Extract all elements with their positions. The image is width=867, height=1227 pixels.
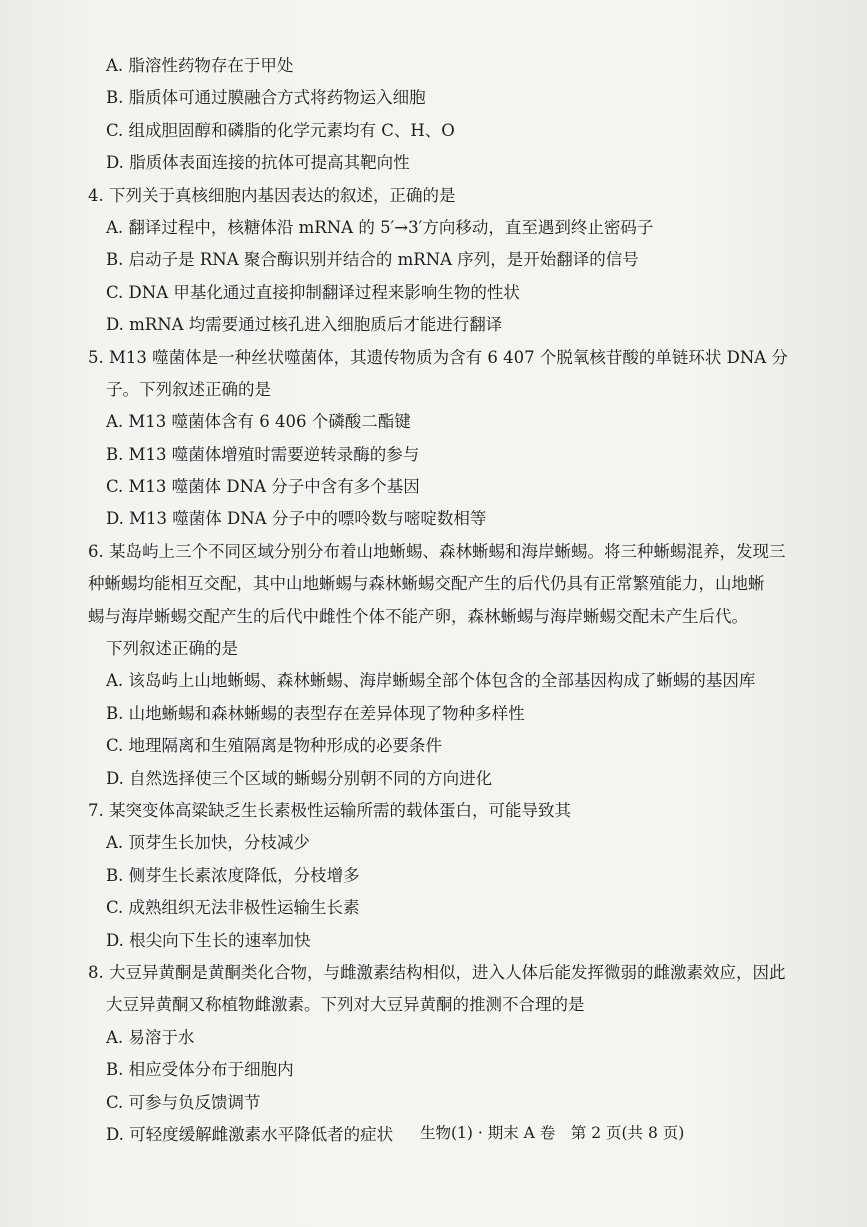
q7-option-b: B. 侧芽生长素浓度降低，分枝增多: [106, 865, 360, 885]
q6-stem: 6. 某岛屿上三个不同区域分别分布着山地蜥蜴、森林蜥蜴和海岸蜥蜴。将三种蜥蜴混养，发现三: [88, 541, 786, 561]
q6-option-c: C. 地理隔离和生殖隔离是物种形成的必要条件: [106, 736, 443, 756]
q6-option-b: B. 山地蜥蜴和森林蜥蜴的表型存在差异体现了物种多样性: [106, 703, 525, 723]
q5-option-d: D. M13 噬菌体 DNA 分子中的嘌呤数与嘧啶数相等: [106, 509, 487, 529]
q7-option-a: A. 顶芽生长加快，分枝减少: [106, 833, 310, 853]
q4-option-c: C. DNA 甲基化通过直接抑制翻译过程来影响生物的性状: [106, 282, 520, 302]
page-content: [88, 50, 808, 1151]
q5-option-a: A. M13 噬菌体含有 6 406 个磷酸二酯键: [106, 412, 411, 432]
q5-stem-cont: 子。下列叙述正确的是: [106, 379, 271, 399]
page-footer: 生物(1) · 期末 A 卷 第 2 页(共 8 页): [420, 1124, 685, 1142]
q8-option-c: C. 可参与负反馈调节: [106, 1092, 261, 1112]
q4-option-b: B. 启动子是 RNA 聚合酶识别并结合的 mRNA 序列，是开始翻译的信号: [106, 250, 639, 270]
q6-option-d: D. 自然选择使三个区域的蜥蜴分别朝不同的方向进化: [106, 768, 493, 788]
q8-option-b: B. 相应受体分布于细胞内: [106, 1060, 294, 1080]
q4-option-d: D. mRNA 均需要通过核孔进入细胞质后才能进行翻译: [106, 315, 503, 335]
q7-option-d: D. 根尖向下生长的速率加快: [106, 930, 311, 950]
q5-stem: 5. M13 噬菌体是一种丝状噬菌体，其遗传物质为含有 6 407 个脱氧核苷酸的单链环状 DNA 分: [88, 347, 788, 367]
q3-option-a: A. 脂溶性药物存在于甲处: [106, 56, 294, 75]
q8-stem: 8. 大豆异黄酮是黄酮类化合物，与雌激素结构相似，进入人体后能发挥微弱的雌激素效应，因此: [88, 962, 786, 982]
q3-option-c: C. 组成胆固醇和磷脂的化学元素均有 C、H、O: [106, 120, 455, 140]
q6-stem-cont: 种蜥蜴均能相互交配，其中山地蜥蜴与森林蜥蜴交配产生的后代仍具有正常繁殖能力，山地蜥: [88, 574, 765, 594]
q7-stem: 7. 某突变体高粱缺乏生长素极性运输所需的载体蛋白，可能导致其: [88, 800, 571, 820]
q4-stem: 4. 下列关于真核细胞内基因表达的叙述，正确的是: [88, 185, 456, 205]
q6-option-a: A. 该岛屿上山地蜥蜴、森林蜥蜴、海岸蜥蜴全部个体包含的全部基因构成了蜥蜴的基因库: [106, 671, 756, 691]
q5-option-b: B. M13 噬菌体增殖时需要逆转录酶的参与: [106, 444, 420, 464]
q4-option-a: A. 翻译过程中，核糖体沿 mRNA 的 5′→3′方向移动，直至遇到终止密码子: [106, 217, 654, 237]
q8-stem-cont: 大豆异黄酮又称植物雌激素。下列对大豆异黄酮的推测不合理的是: [106, 995, 585, 1015]
q8-option-d: D. 可轻度缓解雌激素水平降低者的症状: [106, 1124, 394, 1144]
q3-option-d: D. 脂质体表面连接的抗体可提高其靶向性: [106, 153, 410, 173]
q7-option-c: C. 成熟组织无法非极性运输生长素: [106, 898, 360, 918]
q6-stem-cont: 蜴与海岸蜥蜴交配产生的后代中雌性个体不能产卵，森林蜥蜴与海岸蜥蜴交配未产生后代。: [88, 606, 748, 626]
q3-option-b: B. 脂质体可通过膜融合方式将药物运入细胞: [106, 88, 426, 108]
q5-option-c: C. M13 噬菌体 DNA 分子中含有多个基因: [106, 477, 420, 497]
q6-stem-cont: 下列叙述正确的是: [106, 639, 238, 659]
q8-option-a: A. 易溶于水: [106, 1027, 195, 1047]
